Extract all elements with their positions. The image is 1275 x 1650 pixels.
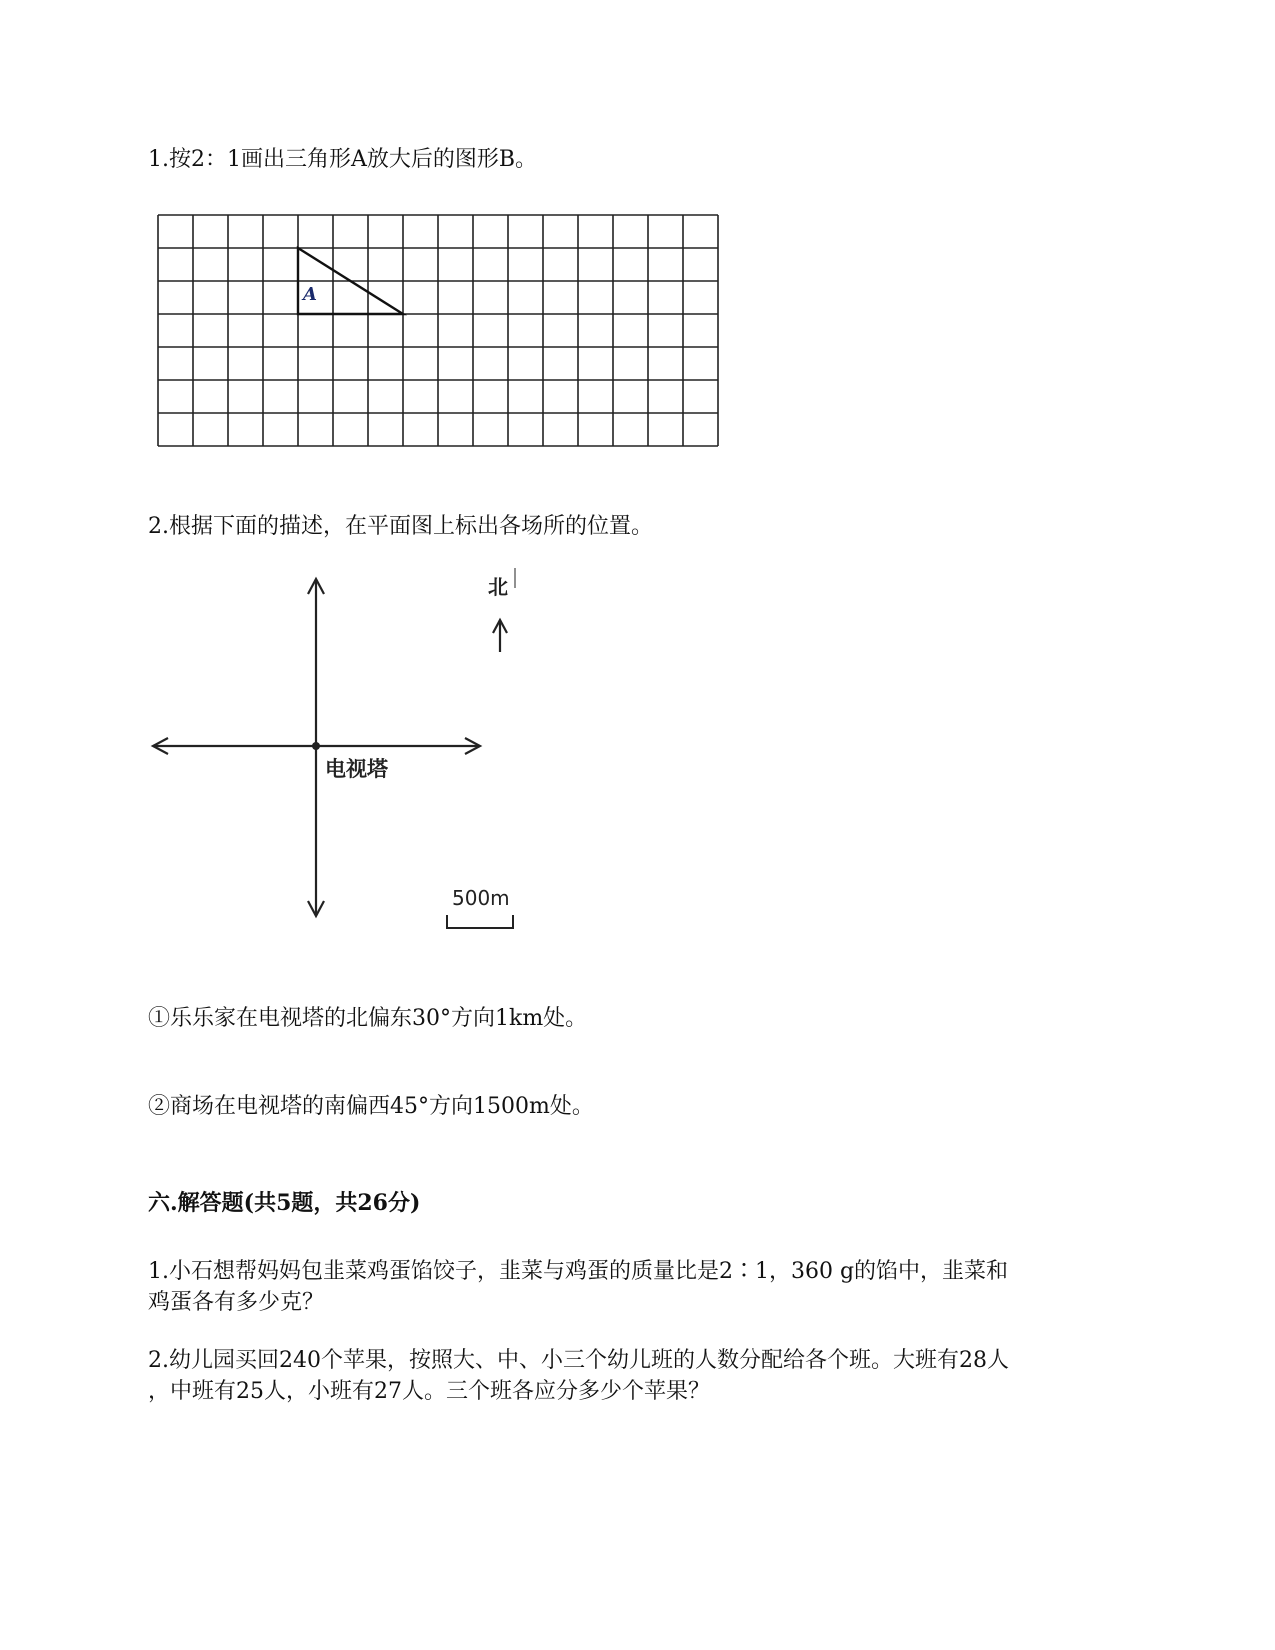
north-arrow-icon	[493, 568, 515, 652]
square-grid	[158, 215, 718, 446]
q1-text: 1.按2：1画出三角形A放大后的图形B。	[148, 147, 538, 172]
compass-cross	[153, 579, 480, 916]
q2-item-1: ①乐乐家在电视塔的北偏东30°方向1km处。	[148, 1006, 588, 1031]
section-heading: 六.解答题(共5题，共26分)	[148, 1190, 421, 1216]
q2-item-2: ②商场在电视塔的南偏西45°方向1500m处。	[148, 1094, 594, 1119]
problem-2-line-2: ，中班有25人，小班有27人。三个班各应分多少个苹果？	[148, 1379, 710, 1404]
north-label: 北	[488, 575, 508, 599]
problem-1-line-2: 鸡蛋各有多少克？	[148, 1290, 325, 1315]
problem-2-line-1: 2.幼儿园买回240个苹果，按照大、中、小三个幼儿班的人数分配给各个班。大班有28人	[148, 1348, 1009, 1373]
scale-label: 500m	[452, 886, 510, 910]
triangle-a-label: A	[303, 284, 317, 305]
scale-bar	[447, 915, 513, 928]
problem-1-line-1: 1.小石想帮妈妈包韭菜鸡蛋馅饺子，韭菜与鸡蛋的质量比是2∶1，360 g的馅中，韭菜和	[148, 1259, 1009, 1284]
triangle-a	[298, 248, 403, 314]
tv-tower-label: 电视塔	[325, 757, 388, 781]
tv-tower-point	[312, 742, 320, 750]
q2-text: 2.根据下面的描述，在平面图上标出各场所的位置。	[148, 514, 653, 539]
